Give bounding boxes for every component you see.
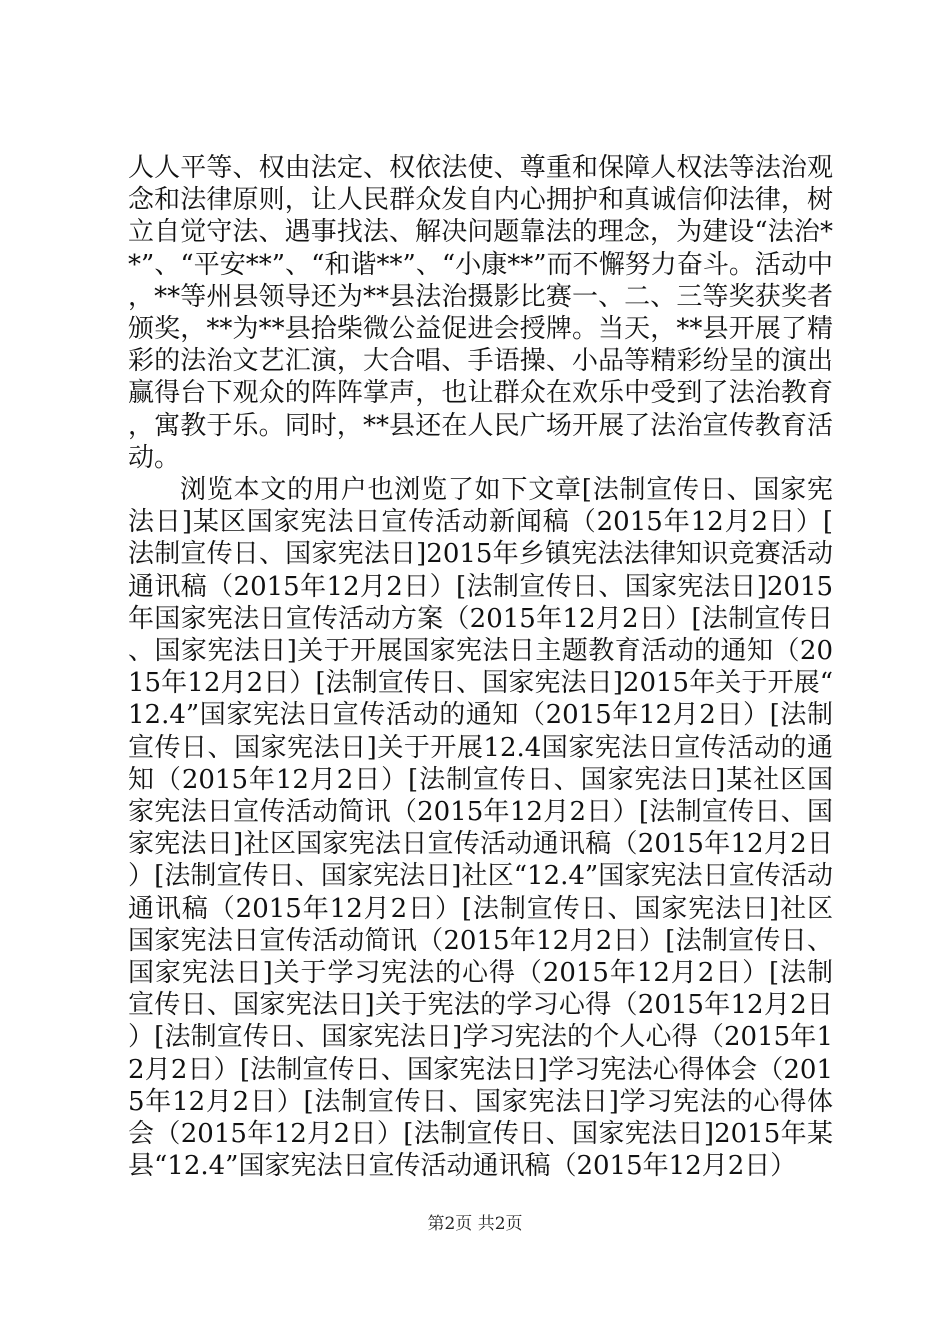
paragraph-activity-summary: 人人平等、权由法定、权依法使、尊重和保障人权法等法治观念和法律原则，让人民群众发自内心拥护和真诚信仰法律，树立自觉守法、遇事找法、解决问题靠法的理念，为建设“法治**”、“平安**”、“和谐**”、“小康**”而不懈努力奋斗。活动中，**等州县领导还为**县法治摄影比赛一、二、三等奖获奖者颁奖，**为**县拾柴微公益促进会授牌。当天，**县开展了精彩的法治文艺汇演，大合唱、手语操、小品等精彩纷呈的演出赢得台下观众的阵阵掌声，也让群众在欢乐中受到了法治教育，寓教于乐。同时，**县还在人民广场开展了法治宣传教育活动。	[128, 153, 833, 473]
paragraph-related-articles: 浏览本文的用户也浏览了如下文章[法制宣传日、国家宪法日]某区国家宪法日宣传活动新闻稿（2015年12月2日）[法制宣传日、国家宪法日]2015年乡镇宪法法律知识竞赛活动通讯稿（2015年12月2日）[法制宣传日、国家宪法日]2015年国家宪法日宣传活动方案（2015年12月2日）[法制宣传日、国家宪法日]关于开展国家宪法日主题教育活动的通知（2015年12月2日）[法制宣传日、国家宪法日]2015年关于开展“12.4”国家宪法日宣传活动的通知（2015年12月2日）[法制宣传日、国家宪法日]关于开展12.4国家宪法日宣传活动的通知（2015年12月2日）[法制宣传日、国家宪法日]某社区国家宪法日宣传活动简讯（2015年12月2日）[法制宣传日、国家宪法日]社区国家宪法日宣传活动通讯稿（2015年12月2日）[法制宣传日、国家宪法日]社区“12.4”国家宪法日宣传活动通讯稿（2015年12月2日）[法制宣传日、国家宪法日]社区国家宪法日宣传活动简讯（2015年12月2日）[法制宣传日、国家宪法日]关于学习宪法的心得（2015年12月2日）[法制宣传日、国家宪法日]关于宪法的学习心得（2015年12月2日）[法制宣传日、国家宪法日]学习宪法的个人心得（2015年12月2日）[法制宣传日、国家宪法日]学习宪法心得体会（2015年12月2日）[法制宣传日、国家宪法日]学习宪法的心得体会（2015年12月2日）[法制宣传日、国家宪法日]2015年某县“12.4”国家宪法日宣传活动通讯稿（2015年12月2日）	[128, 475, 833, 1182]
page-number-footer: 第2页 共2页	[427, 1214, 523, 1234]
document-body	[128, 152, 833, 1183]
